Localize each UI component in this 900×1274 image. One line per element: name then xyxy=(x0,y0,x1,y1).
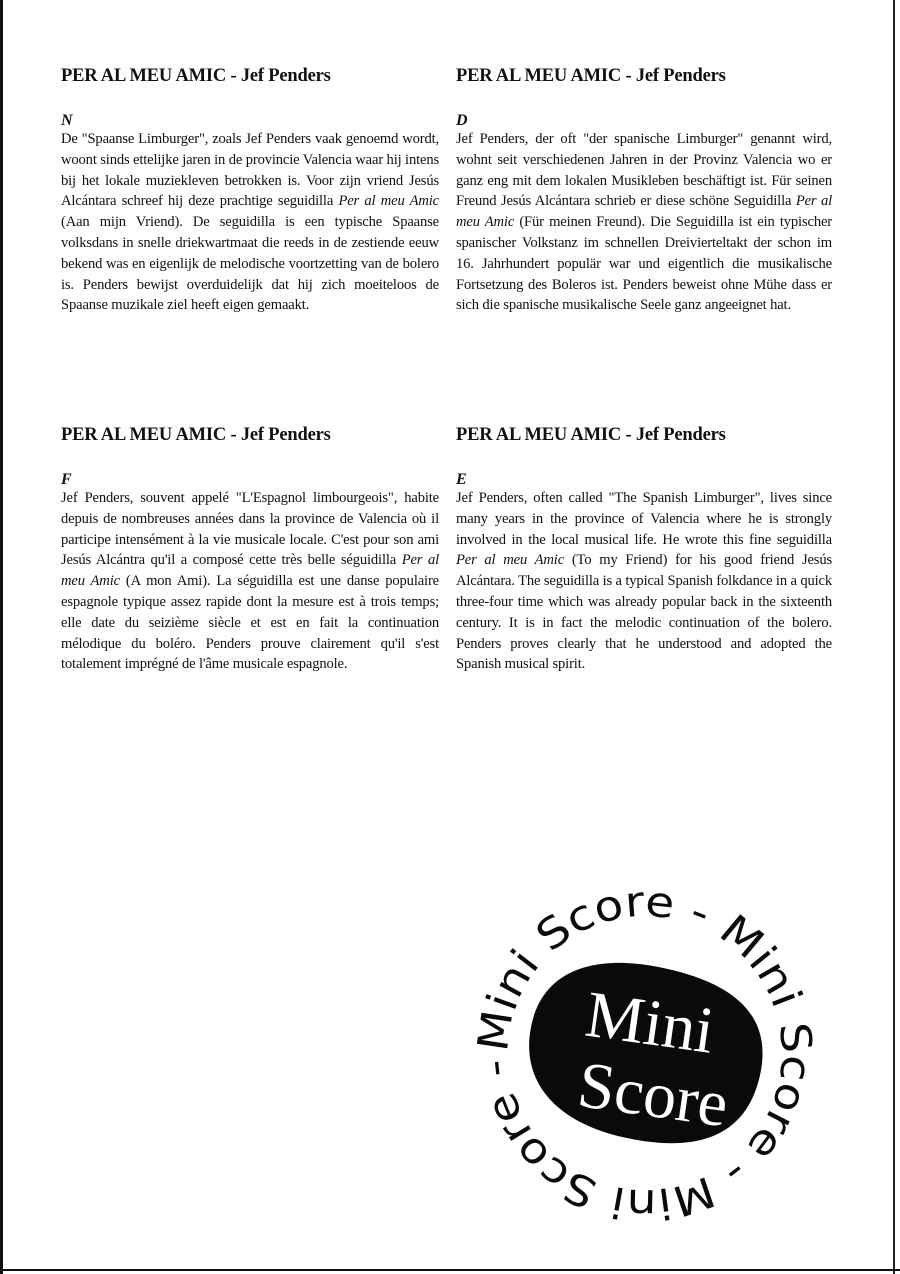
body-part-1: Jef Penders, souvent appelé "L'Espagnol limbourgeois", habite depuis de nombreuses années dans la province de Valencia où il participe intensément à la vie musicale locale. C'est pour son ami Jesús Alcántra qu'il a composé cette très belle séguidilla xyxy=(61,490,439,569)
section-body xyxy=(61,129,439,316)
section-heading: PER AL MEU AMIC - Jef Penders xyxy=(61,66,331,86)
language-marker: N xyxy=(61,112,73,129)
section-heading: PER AL MEU AMIC - Jef Penders xyxy=(61,425,331,445)
language-marker: E xyxy=(456,471,467,488)
section-german xyxy=(456,66,832,316)
section-body xyxy=(61,488,439,675)
body-part-2: (Für meinen Freund). Die Seguidilla ist ein typischer spanischer Volkstanz im schnellen Dreivierteltakt der schon im 16. Jahrhundert populär war und eigentlich die musikalische Fortsetzung des Boleros ist. Penders beweist ohne Mühe dass er sich die spanische musikalische Seele ganz angeeignet hat. xyxy=(456,214,833,314)
section-body xyxy=(456,488,832,675)
section-english xyxy=(456,425,832,675)
body-part-2: (Aan mijn Vriend). De seguidilla is een typische Spaanse volksdans in snelle driekwartmaat die reeds in de zestiende eeuw bekend was en eigenlijk de melodische voortzetting van de bolero is. Penders bewijst overduidelijk dat hij zich moeiteloos de Spaanse muzikale ziel heeft eigen gemaakt. xyxy=(61,214,439,314)
language-marker: F xyxy=(61,471,72,488)
page-border-left xyxy=(0,0,3,1274)
work-title: Per al meu Amic xyxy=(61,552,439,590)
work-title: Per al meu Amic xyxy=(456,193,832,231)
body-part-1: De "Spaanse Limburger", zoals Jef Penders vaak genoemd wordt, woont sinds ettelijke jaren in de provincie Valencia waar hij intens bij het lokale muziekleven betrokken is. Voor zijn vriend Jesús Alcántara schreef hij deze prachtige seguidilla xyxy=(61,131,439,210)
page-border-bottom xyxy=(0,1269,900,1271)
work-title: Per al meu Amic xyxy=(338,193,439,210)
mini-score-stamp xyxy=(450,858,840,1248)
work-title: Per al meu Amic xyxy=(456,552,565,569)
body-part-2: (To my Friend) for his good friend Jesús Alcántara. The seguidilla is a typical Spanish folkdance in a quick three-four time which was already popular back in the sixteenth century. It is in fact the melodic continuation of the bolero. Penders proves clearly that he understood and adopted the Spanish musical spirit. xyxy=(456,552,833,673)
language-marker: D xyxy=(456,112,468,129)
stamp-ring-path: Mini Score - Mini Score - Mini Score - xyxy=(467,876,822,1230)
section-heading: PER AL MEU AMIC - Jef Penders xyxy=(456,425,726,445)
page-border-right xyxy=(893,0,895,1274)
section-heading: PER AL MEU AMIC - Jef Penders xyxy=(456,66,726,86)
stamp-center-line1: Mini xyxy=(581,977,719,1068)
section-body xyxy=(456,129,832,316)
body-part-1: Jef Penders, often called "The Spanish Limburger", lives since many years in the province of Valencia where he is strongly involved in the local musical life. He wrote this fine seguidilla xyxy=(456,490,832,548)
section-french xyxy=(61,425,439,675)
body-part-2: (A mon Ami). La séguidilla est une danse populaire espagnole typique assez rapide dont la mesure est à trois temps; elle date du seizième siècle et est en fait la continuation mélodique du boléro. Penders prouve clairement qu'il s'est totalement imprégné de l'âme musicale espagnole. xyxy=(61,573,439,673)
body-part-1: Jef Penders, der oft "der spanische Limburger" genannt wird, wohnt seit verschiedenen Jahren in der Provinz Valencia wo er ganz eng mit dem lokalen Musikleben beschäftigt ist. Für seinen Freund Jesús Alcántara schrieb er diese schöne Seguidilla xyxy=(456,131,832,210)
stamp-center-line2: Score xyxy=(573,1048,733,1142)
section-dutch xyxy=(61,66,439,316)
